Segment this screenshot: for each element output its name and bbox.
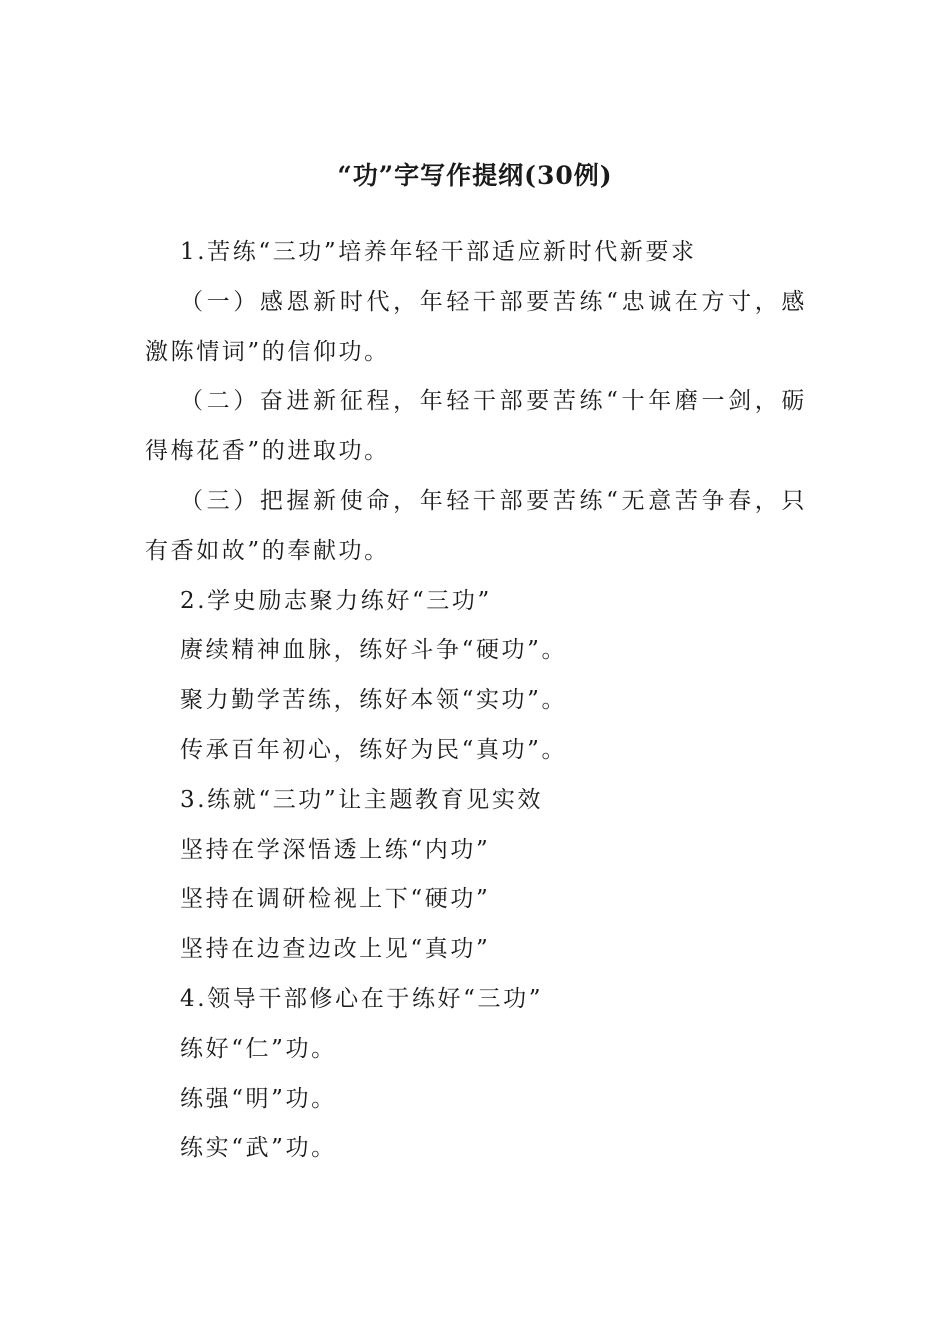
paragraph-4-1: 练好“仁”功。	[180, 1035, 337, 1062]
heading-4: 4.领导干部修心在于练好“三功”	[180, 985, 544, 1012]
paragraph-2-1: 赓续精神血脉，练好斗争“硬功”。	[180, 637, 568, 664]
paragraph-3-2: 坚持在调研检视上下“硬功”	[180, 886, 491, 913]
paragraph-2-3: 传承百年初心，练好为民“真功”。	[180, 736, 568, 763]
heading-3: 3.练就“三功”让主题教育见实效	[180, 786, 544, 813]
paragraph-1-1: （一）感恩新时代，年轻干部要苦练“忠诚在方寸，感激陈情词”的信仰功。	[145, 288, 807, 365]
heading-2: 2.学史励志聚力练好“三功”	[180, 587, 492, 614]
document-body	[145, 228, 807, 1174]
paragraph-4-3: 练实“武”功。	[180, 1135, 337, 1162]
document-title: “功”字写作提纲(30例)	[337, 161, 613, 190]
paragraph-2-2: 聚力勤学苦练，练好本领“实功”。	[180, 687, 568, 714]
paragraph-4-2: 练强“明”功。	[180, 1085, 337, 1112]
paragraph-3-3: 坚持在边查边改上见“真功”	[180, 936, 491, 963]
paragraph-1-3: （三）把握新使命，年轻干部要苦练“无意苦争春，只有香如故”的奉献功。	[145, 487, 807, 564]
paragraph-1-2: （二）奋进新征程，年轻干部要苦练“十年磨一剑，砺得梅花香”的进取功。	[145, 388, 807, 465]
paragraph-3-1: 坚持在学深悟透上练“内功”	[180, 836, 491, 863]
heading-1: 1.苦练“三功”培养年轻干部适应新时代新要求	[180, 239, 697, 265]
